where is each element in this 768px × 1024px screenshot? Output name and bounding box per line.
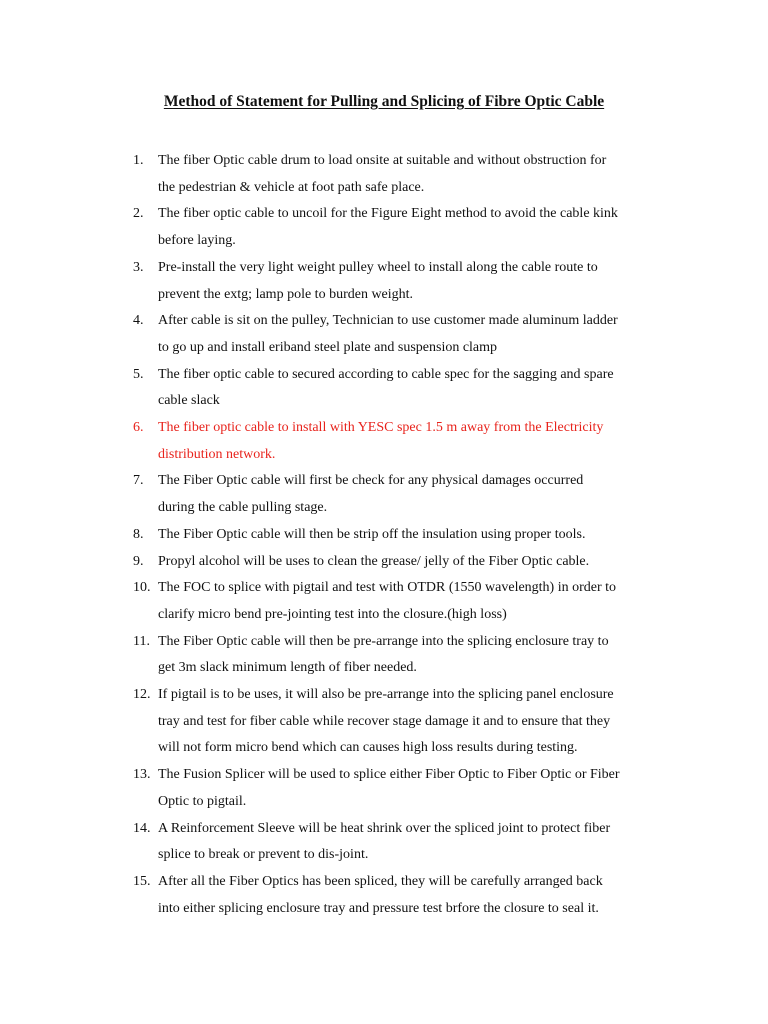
step-number: 4. [133,313,144,329]
list-item [0,201,768,254]
step-number: 6. [133,420,144,436]
step-text-line: The fiber optic cable to install with YESC spec 1.5 m away from the Electricity [158,420,604,436]
step-text-line: The fiber Optic cable drum to load onsite at suitable and without obstruction for [158,153,607,168]
list-item [0,308,768,361]
step-text-line: clarify micro bend pre-jointing test into the closure.(high loss) [158,606,507,622]
step-text [158,148,648,201]
step-text-line: The Fiber Optic cable will then be pre-arrange into the splicing enclosure tray to [158,633,609,649]
step-text-line: splice to break or prevent to dis-joint. [158,847,369,863]
list-item [0,415,768,468]
list-item [0,682,768,762]
step-text [158,869,648,922]
step-text [158,575,648,628]
step-text [158,522,648,549]
step-text-line: the pedestrian & vehicle at foot path safe place. [158,179,425,195]
steps-list [0,148,768,922]
list-item [0,522,768,549]
list-item [0,816,768,869]
step-text [158,762,648,815]
step-number: 13. [133,767,151,783]
step-text-line: The fiber optic cable to secured according to cable spec for the sagging and spare [158,366,614,382]
step-text-line: get 3m slack minimum length of fiber needed. [158,660,417,676]
step-number: 12. [133,687,151,703]
step-text-line: After all the Fiber Optics has been spliced, they will be carefully arranged back [158,873,603,889]
step-text [158,682,648,762]
step-text [158,816,648,869]
step-text-line: during the cable pulling stage. [158,500,328,516]
step-text-line: The Fiber Optic cable will then be strip off the insulation using proper tools. [158,526,586,542]
step-text-line: into either splicing enclosure tray and pressure test brfore the closure to seal it. [158,900,599,916]
list-item [0,255,768,308]
step-text-line: will not form micro bend which can causes high loss results during testing. [158,740,578,756]
step-text [158,629,648,682]
step-text-line: The FOC to splice with pigtail and test with OTDR (1550 wavelength) in order to [158,580,617,596]
step-text-line: The fiber optic cable to uncoil for the Figure Eight method to avoid the cable kink [158,206,618,222]
list-item [0,549,768,576]
list-item [0,762,768,815]
step-text-line: distribution network. [158,446,276,462]
step-text-line: Optic to pigtail. [158,793,247,809]
step-number: 1. [133,153,144,168]
step-text [158,362,648,415]
step-text-line: If pigtail is to be uses, it will also be pre-arrange into the splicing panel enclosure [158,687,614,703]
document-title: Method of Statement for Pulling and Splicing of Fibre Optic Cable [163,93,605,110]
list-item [0,629,768,682]
step-text-line: Propyl alcohol will be uses to clean the grease/ jelly of the Fiber Optic cable. [158,553,590,569]
list-item [0,468,768,521]
step-text [158,255,648,308]
step-text-line: The Fusion Splicer will be used to splice either Fiber Optic to Fiber Optic or Fiber [158,767,620,783]
step-text [158,308,648,361]
step-text-line: to go up and install eriband steel plate and suspension clamp [158,339,498,355]
step-text [158,415,648,468]
step-text [158,201,648,254]
list-item [0,148,768,201]
list-item [0,869,768,922]
step-text-line: prevent the extg; lamp pole to burden weight. [158,286,414,302]
step-number: 2. [133,206,144,222]
step-text-line: Pre-install the very light weight pulley wheel to install along the cable route to [158,259,598,275]
list-item [0,575,768,628]
list-item [0,362,768,415]
step-number: 10. [133,580,151,596]
step-text [158,549,648,576]
step-number: 14. [133,820,151,836]
step-text-line: cable slack [158,393,220,409]
step-text [158,468,648,521]
step-number: 7. [133,473,144,489]
step-number: 9. [133,553,144,569]
step-number: 3. [133,259,144,275]
step-number: 5. [133,366,144,382]
step-text-line: After cable is sit on the pulley, Technician to use customer made aluminum ladder [158,313,618,329]
step-text-line: A Reinforcement Sleeve will be heat shrink over the spliced joint to protect fiber [158,820,611,836]
step-number: 11. [133,633,150,649]
step-text-line: before laying. [158,233,236,249]
step-text-line: tray and test for fiber cable while recover stage damage it and to ensure that they [158,713,611,729]
step-text-line: The Fiber Optic cable will first be check for any physical damages occurred [158,473,584,489]
step-number: 15. [133,873,151,889]
step-number: 8. [133,526,144,542]
